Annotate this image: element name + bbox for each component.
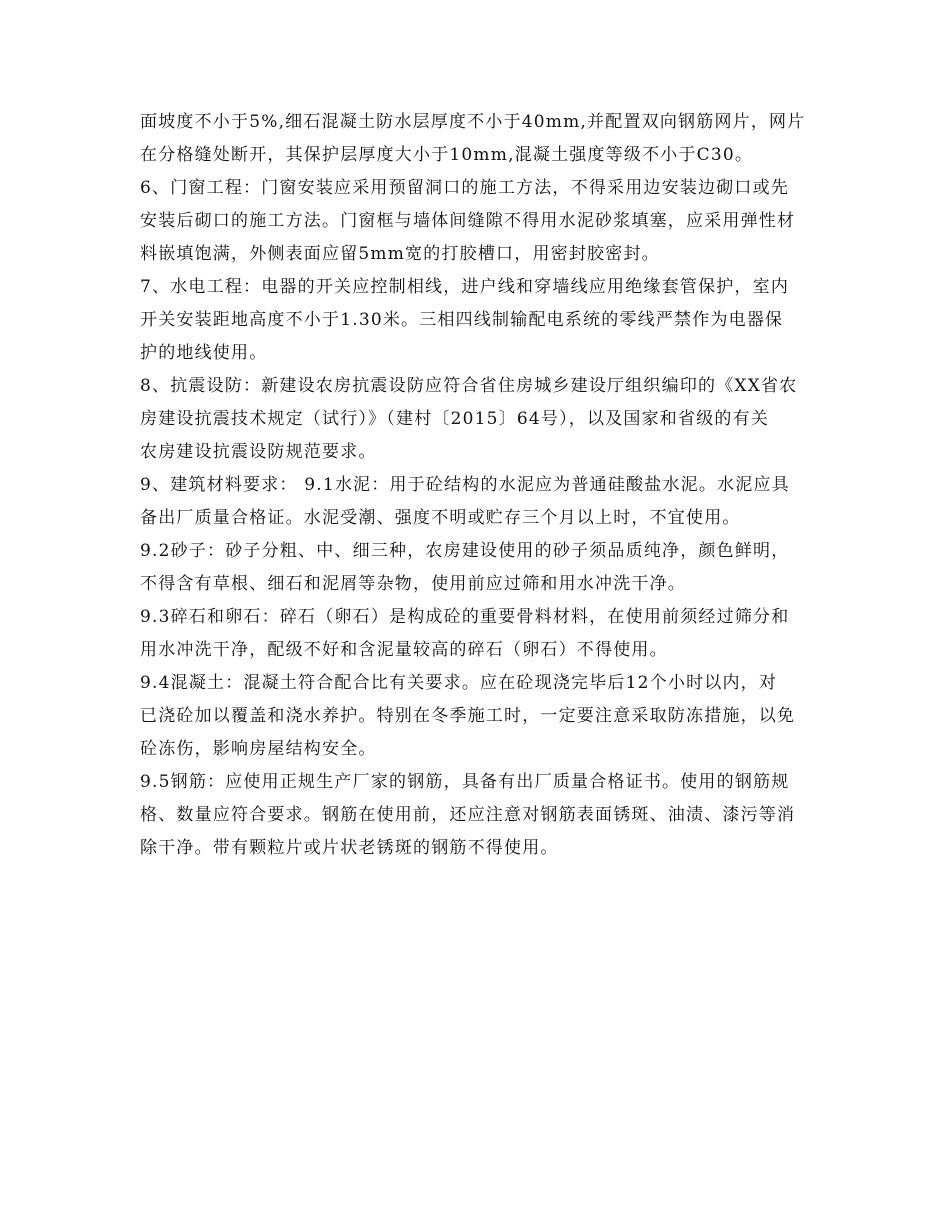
text-line: 9.5钢筋：应使用正规生产厂家的钢筋，具备有出厂质量合格证书。使用的钢筋规 [140,772,790,792]
text-line: 农房建设抗震设防规范要求。 [140,442,377,462]
text-line: 不得含有草根、细石和泥屑等杂物，使用前应过筛和用水冲洗干净。 [140,574,686,594]
text-line: 9、建筑材料要求： 9.1水泥：用于砼结构的水泥应为普通硅酸盐水泥。水泥应具 [140,475,790,495]
text-line: 护的地线使用。 [140,343,268,363]
text-line: 9.2砂子：砂子分粗、中、细三种，农房建设使用的砂子须品质纯净，颜色鲜明， [140,541,790,561]
text-line: 格、数量应符合要求。钢筋在使用前，还应注意对钢筋表面锈斑、油渍、漆污等消 [140,805,796,825]
text-line: 8、抗震设防：新建设农房抗震设防应符合省住房城乡建设厅组织编印的《XX省农 [140,376,798,396]
text-line: 面坡度不小于5%,细石混凝土防水层厚度不小于40mm,并配置双向钢筋网片，网片 [140,112,806,132]
text-line: 在分格缝处断开，其保护层厚度大小于10mm,混凝土强度等级不小于C30。 [140,145,754,165]
text-line: 9.4混凝土：混凝土符合配合比有关要求。应在砼现浇完毕后12个小时以内，对 [140,673,778,693]
text-line: 已浇砼加以覆盖和浇水养护。特别在冬季施工时，一定要注意采取防冻措施，以免 [140,706,796,726]
text-line: 砼冻伤，影响房屋结构安全。 [140,739,377,759]
text-line: 开关安装距地高度不小于1.30米。三相四线制输配电系统的零线严禁作为电器保 [140,310,784,330]
text-line: 6、门窗工程：门窗安装应采用预留洞口的施工方法，不得采用边安装边砌口或先 [140,178,790,198]
body-text [140,106,820,865]
text-line: 7、水电工程：电器的开关应控制相线，进户线和穿墙线应用绝缘套管保护，室内 [140,277,790,297]
text-line: 除干净。带有颗粒片或片状老锈斑的钢筋不得使用。 [140,838,559,858]
text-line: 备出厂质量合格证。水泥受潮、强度不明或贮存三个月以上时，不宜使用。 [140,508,741,528]
text-line: 安装后砌口的施工方法。门窗框与墙体间缝隙不得用水泥砂浆填塞，应采用弹性材 [140,211,796,231]
text-line: 房建设抗震技术规定（试行）》（建村〔2015〕64号），以及国家和省级的有关 [140,409,769,429]
text-line: 9.3碎石和卵石：碎石（卵石）是构成砼的重要骨料材料，在使用前须经过筛分和 [140,607,790,627]
text-line: 用水冲洗干净，配级不好和含泥量较高的碎石（卵石）不得使用。 [140,640,668,660]
text-line: 料嵌填饱满，外侧表面应留5mm宽的打胶槽口，用密封胶密封。 [140,244,660,264]
